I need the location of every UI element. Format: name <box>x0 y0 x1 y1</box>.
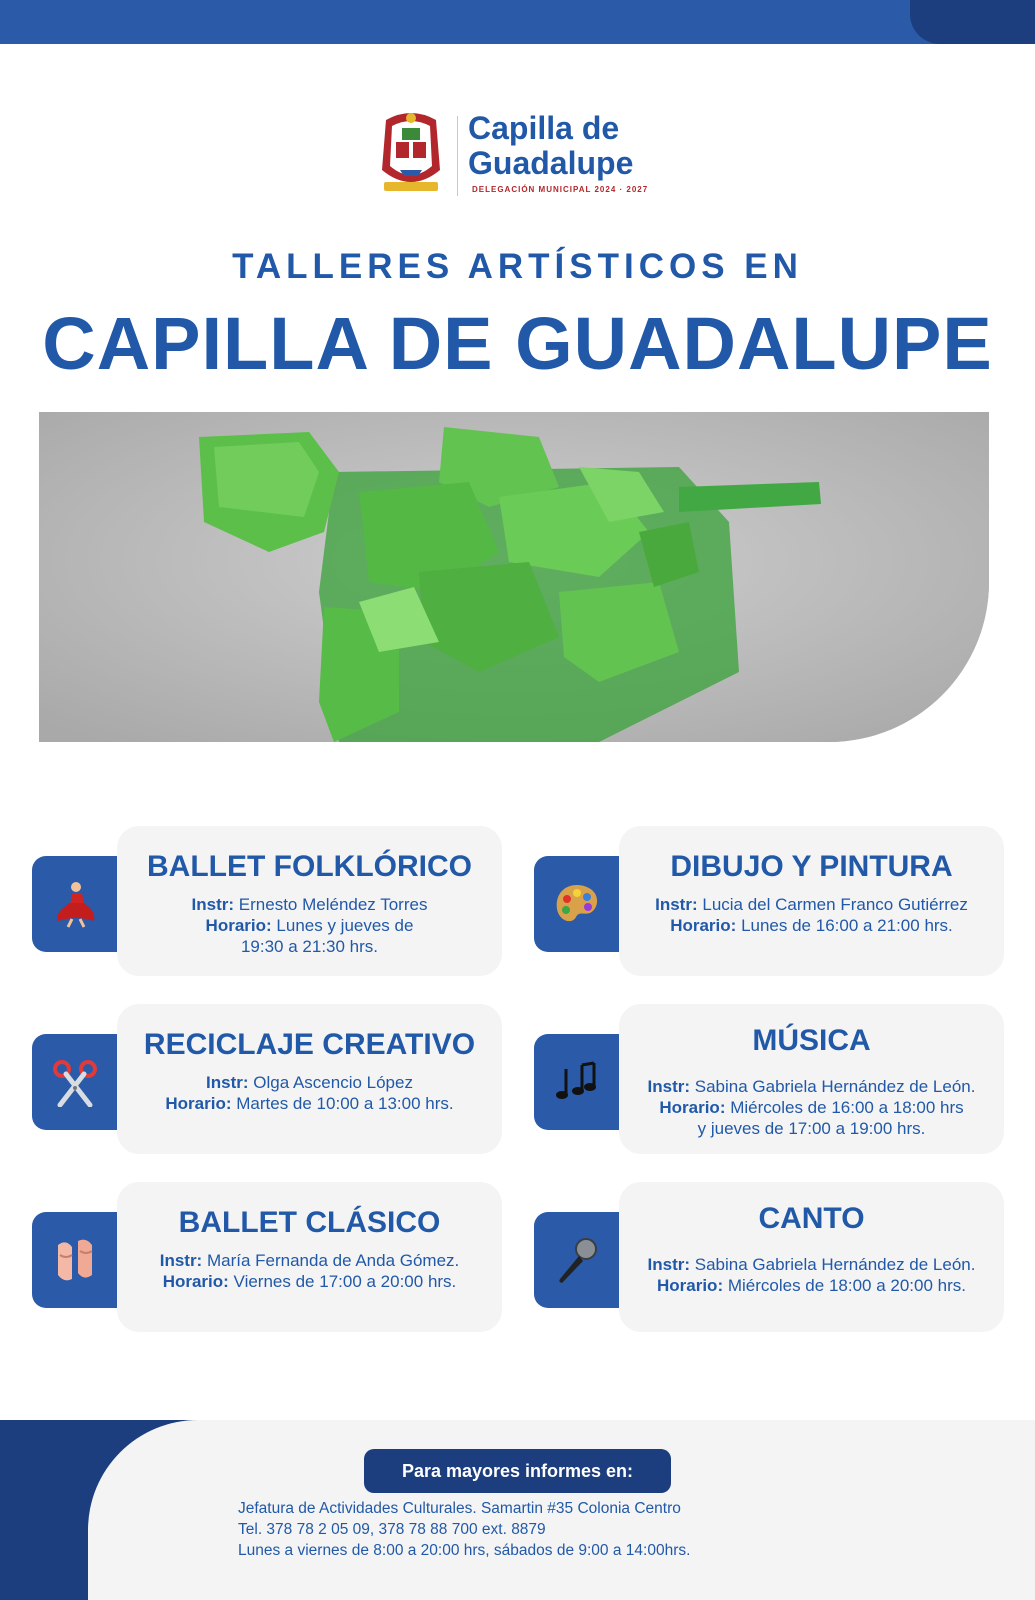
horario-label: Horario: <box>670 916 737 935</box>
workshop-card <box>117 1182 502 1332</box>
workshop-card <box>117 826 502 976</box>
workshop-card <box>117 1004 502 1154</box>
palette-icon <box>552 879 602 929</box>
page-title: CAPILLA DE GUADALUPE <box>42 302 993 385</box>
scissors-icon <box>50 1057 100 1107</box>
workshop-icon-box <box>32 856 118 952</box>
crest-icon <box>378 110 444 196</box>
instr-label: Instr: <box>647 1255 691 1274</box>
microphone-icon <box>552 1235 602 1285</box>
top-bar <box>0 0 1035 44</box>
workshop-title: BALLET FOLKLÓRICO <box>147 850 472 883</box>
horario-label: Horario: <box>165 1094 232 1113</box>
instructor-name: Lucia del Carmen Franco Gutiérrez <box>702 895 968 914</box>
instr-label: Instr: <box>206 1073 249 1092</box>
instr-label: Instr: <box>191 895 235 914</box>
workshop-icon-box <box>534 1034 620 1130</box>
instructor-name: Ernesto Meléndez Torres <box>238 895 428 914</box>
contact-hours: Lunes a viernes de 8:00 a 20:00 hrs, sábados de 9:00 a 14:00hrs. <box>238 1542 691 1559</box>
horario-label: Horario: <box>205 916 272 935</box>
workshop-icon-box <box>534 856 620 952</box>
instructor-name: Sabina Gabriela Hernández de León. <box>694 1077 976 1096</box>
logo-subtitle: DELEGACIÓN MUNICIPAL 2024 · 2027 <box>472 185 649 194</box>
schedule: Lunes de 16:00 a 21:00 hrs. <box>741 916 953 935</box>
horario-label: Horario: <box>656 1276 724 1295</box>
workshop-icon-box <box>534 1212 620 1308</box>
top-bar-accent <box>910 0 1035 44</box>
workshop-details <box>619 1076 1004 1139</box>
schedule: Miércoles de 18:00 a 20:00 hrs. <box>727 1276 966 1295</box>
schedule-continued: y jueves de 17:00 a 19:00 hrs. <box>697 1119 926 1138</box>
schedule: Viernes de 17:00 a 20:00 hrs. <box>233 1272 457 1291</box>
schedule-continued: 19:30 a 21:30 hrs. <box>240 937 379 956</box>
schedule: Miércoles de 16:00 a 18:00 hrs <box>730 1098 964 1117</box>
instructor-name: María Fernanda de Anda Gómez. <box>206 1251 460 1270</box>
dancer-icon <box>50 879 100 929</box>
schedule: Lunes y jueves de <box>276 916 414 935</box>
workshop-details <box>117 1072 502 1114</box>
workshop-title: DIBUJO Y PINTURA <box>670 850 953 883</box>
workshop-title: BALLET CLÁSICO <box>178 1206 441 1239</box>
workshop-title: CANTO <box>758 1202 865 1235</box>
music-notes-icon <box>552 1057 602 1107</box>
workshop-title: RECICLAJE CREATIVO <box>143 1028 476 1061</box>
workshop-details <box>117 894 502 957</box>
logo-text-line1: Capilla de <box>468 110 620 146</box>
workshop-icon-box <box>32 1034 118 1130</box>
workshop-icon-box <box>32 1212 118 1308</box>
instr-label: Instr: <box>647 1077 691 1096</box>
workshop-details <box>117 1250 502 1292</box>
municipal-logo <box>378 110 658 200</box>
instr-label: Instr: <box>159 1251 203 1270</box>
schedule: Martes de 10:00 a 13:00 hrs. <box>236 1094 454 1113</box>
horario-label: Horario: <box>659 1098 726 1117</box>
workshop-details <box>619 1254 1004 1296</box>
contact-phone: Tel. 378 78 2 05 09, 378 78 88 700 ext. 8879 <box>238 1521 546 1538</box>
horario-label: Horario: <box>162 1272 229 1291</box>
workshop-details <box>619 894 1004 936</box>
workshop-card <box>619 1004 1004 1154</box>
ballet-shoes-icon <box>50 1235 100 1285</box>
logo-separator <box>457 116 458 196</box>
info-heading: Para mayores informes en: <box>364 1449 671 1493</box>
page-subtitle: TALLERES ARTÍSTICOS EN <box>232 247 803 286</box>
instructor-name: Olga Ascencio López <box>253 1073 413 1092</box>
workshop-title: MÚSICA <box>752 1024 871 1057</box>
contact-address: Jefatura de Actividades Culturales. Samartin #35 Colonia Centro <box>238 1500 681 1517</box>
workshop-card <box>619 826 1004 976</box>
instructor-name: Sabina Gabriela Hernández de León. <box>694 1255 976 1274</box>
hero-image <box>39 412 989 742</box>
workshop-card <box>619 1182 1004 1332</box>
instr-label: Instr: <box>655 895 698 914</box>
logo-text-line2: Guadalupe <box>468 145 634 181</box>
